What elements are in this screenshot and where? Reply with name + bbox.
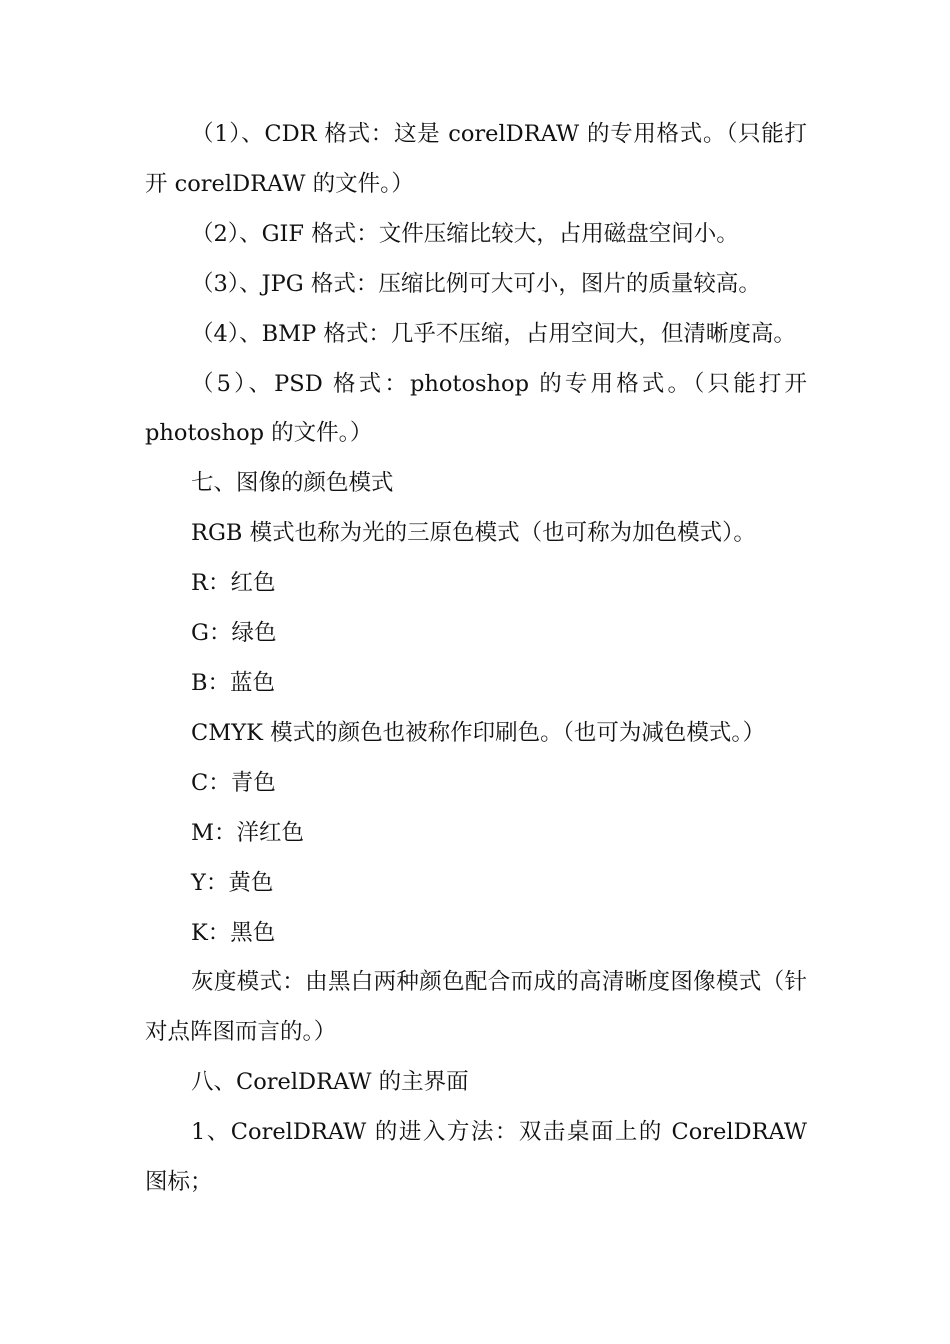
list-item-m: M：洋红色 (191, 819, 305, 846)
list-item-g: G：绿色 (191, 620, 277, 647)
list-item-b: B：蓝色 (191, 669, 276, 696)
paragraph-coreldraw-launch: 1、CorelDRAW 的进入方法：双击桌面上的 CorelDRAW 图标； (145, 1119, 807, 1196)
list-item-k: K：黑色 (191, 919, 276, 946)
paragraph-jpg-format: （3）、JPG 格式：压缩比例可大可小，图片的质量较高。 (191, 270, 761, 297)
paragraph-grayscale-mode: 灰度模式：由黑白两种颜色配合而成的高清晰度图像模式（针对点阵图而言的。） (145, 969, 807, 1046)
paragraph-cmyk-mode: CMYK 模式的颜色也被称作印刷色。（也可为减色模式。） (191, 719, 766, 746)
paragraph-psd-format: （5）、PSD 格式：photoshop 的专用格式。（只能打开 photoshop 的文件。） (145, 370, 807, 447)
list-item-r: R：红色 (191, 570, 276, 597)
paragraph-cdr-format: （1）、CDR 格式：这是 corelDRAW 的专用格式。（只能打开 corelDRAW 的文件。） (145, 121, 807, 197)
list-item-c: C：青色 (191, 769, 276, 796)
paragraph-bmp-format: （4）、BMP 格式：几乎不压缩，占用空间大，但清晰度高。 (191, 320, 796, 347)
section-heading-coreldraw-interface: 八、CorelDRAW 的主界面 (191, 1069, 469, 1096)
paragraph-gif-format: （2）、GIF 格式：文件压缩比较大，占用磁盘空间小。 (191, 220, 739, 247)
document-body (145, 110, 807, 1208)
section-heading-color-modes: 七、图像的颜色模式 (191, 470, 394, 497)
paragraph-rgb-mode: RGB 模式也称为光的三原色模式（也可称为加色模式）。 (191, 520, 756, 547)
list-item-y: Y：黄色 (191, 869, 274, 896)
